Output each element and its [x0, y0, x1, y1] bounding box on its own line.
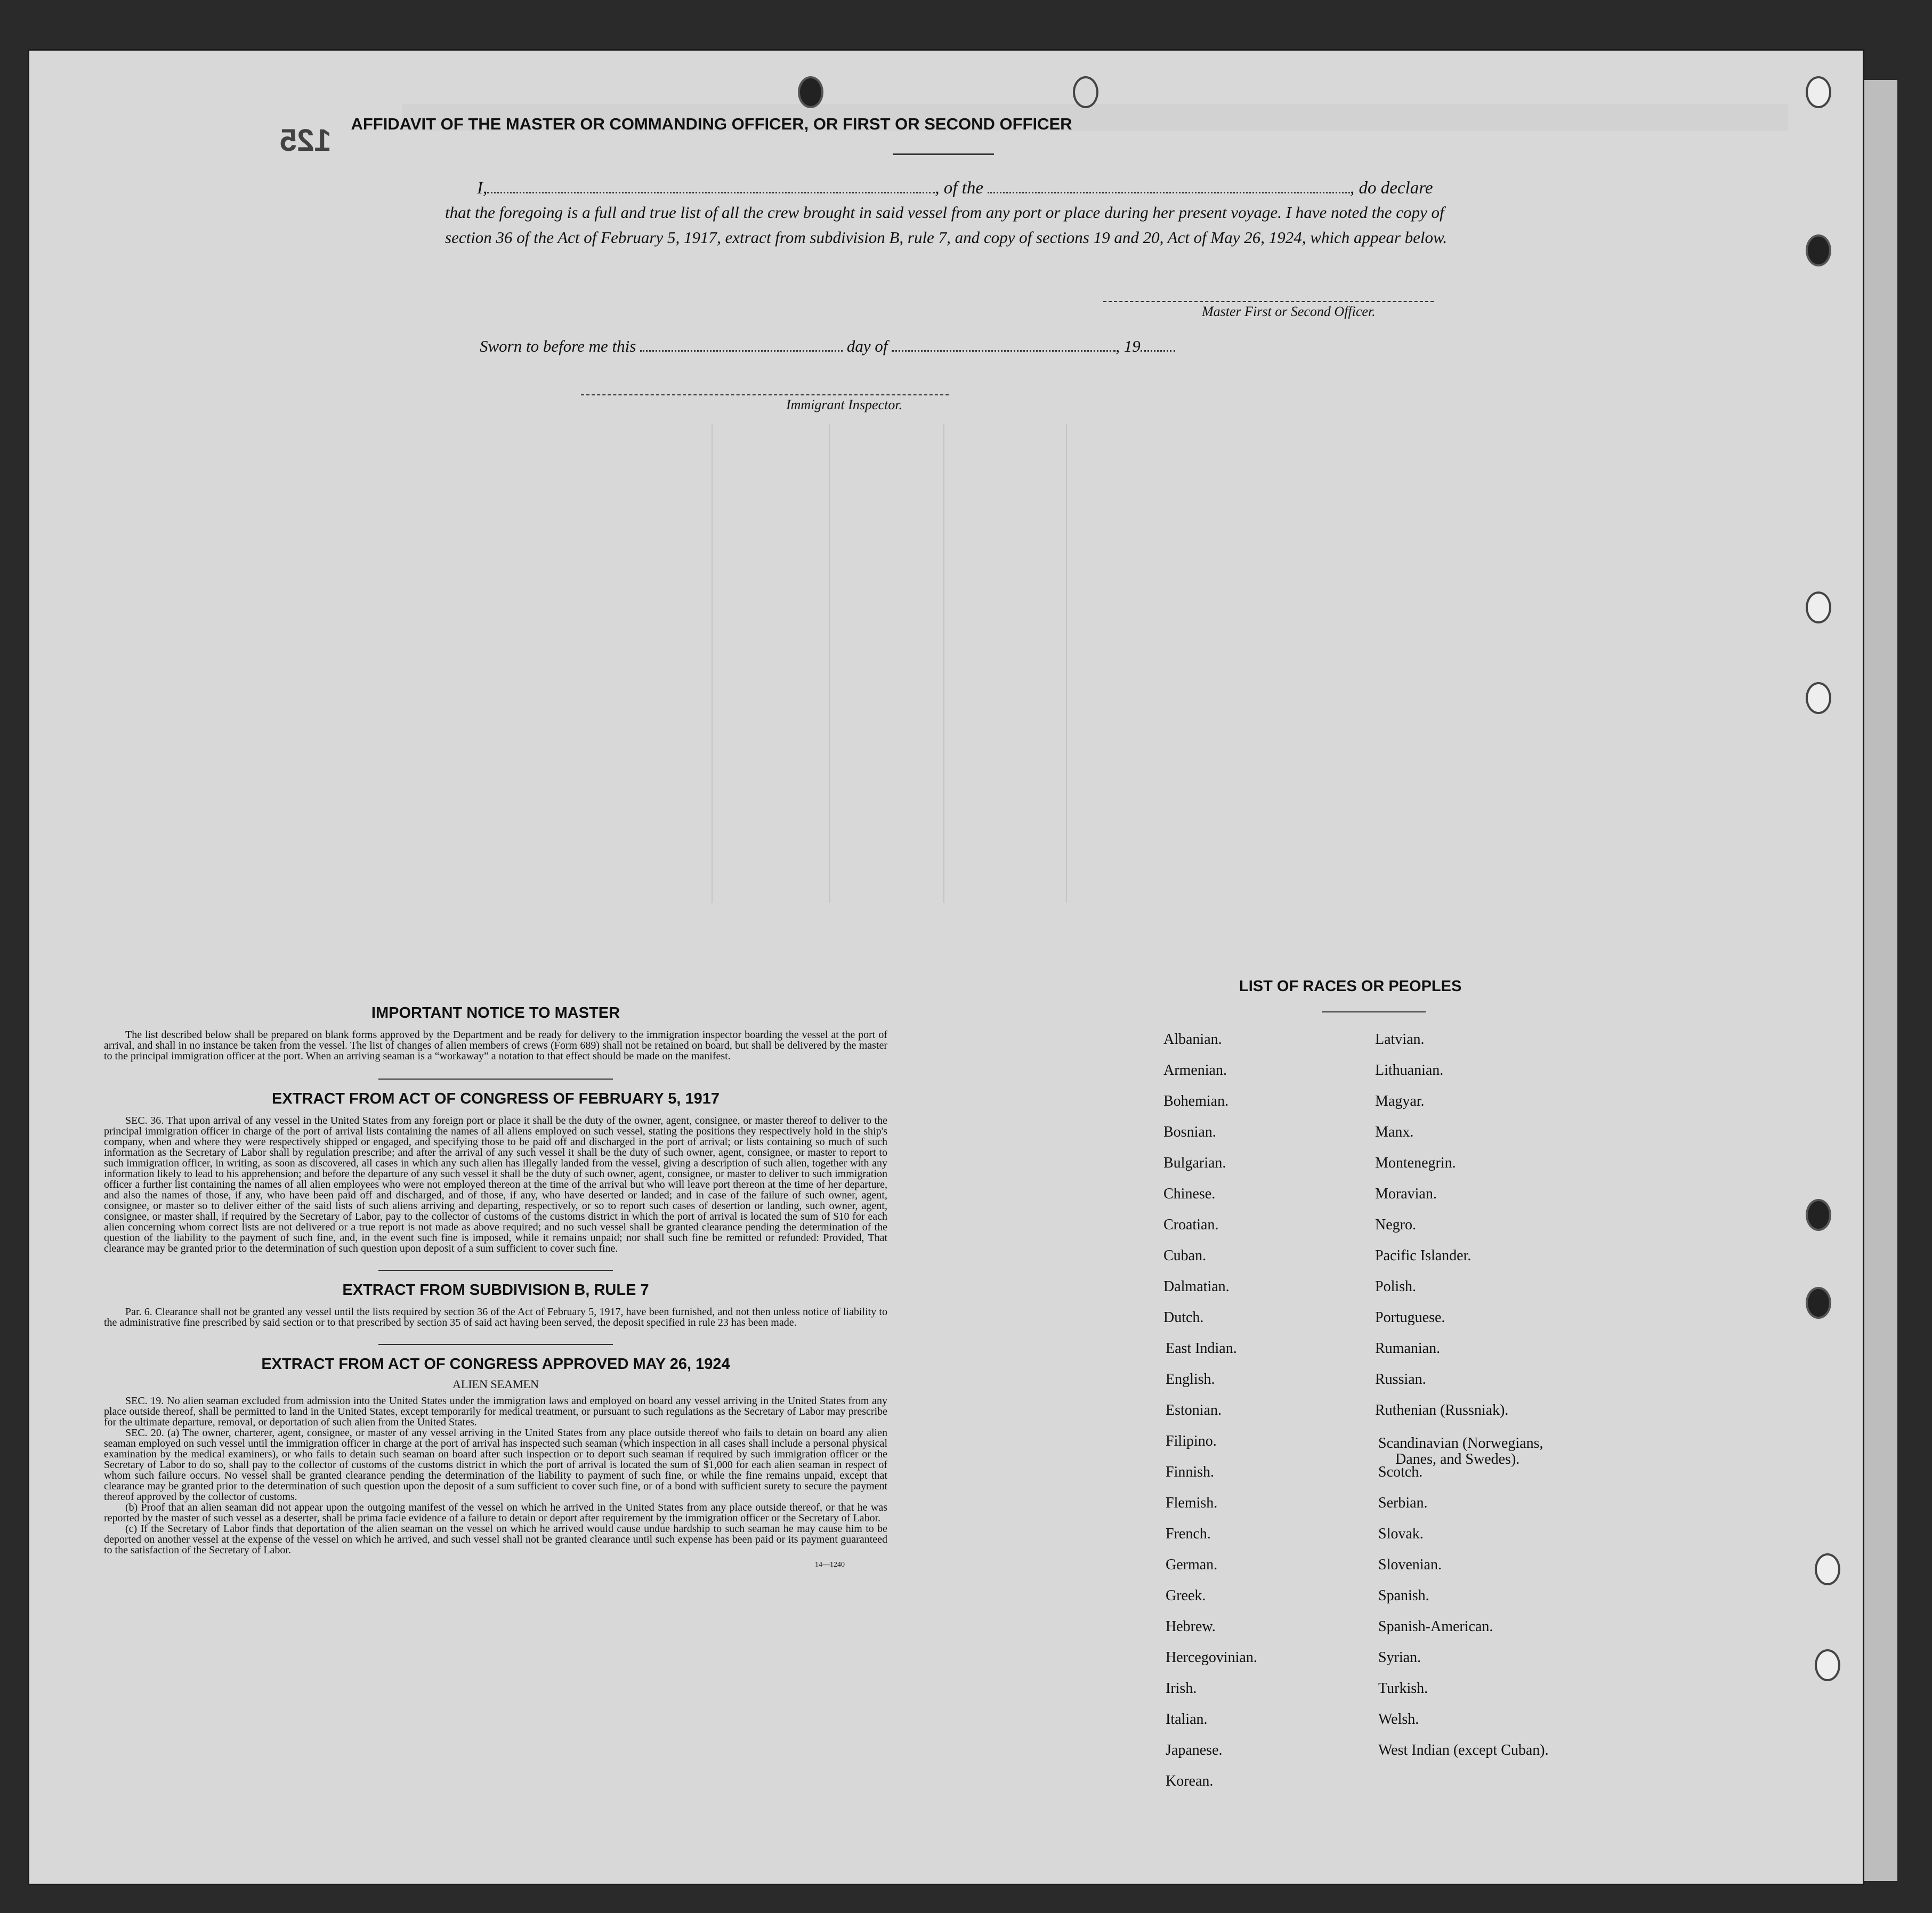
race-item: German. — [1166, 1557, 1218, 1573]
race-item: Irish. — [1166, 1680, 1197, 1697]
punch-hole — [1806, 234, 1831, 266]
race-item: Italian. — [1166, 1711, 1208, 1728]
punch-hole — [1806, 682, 1831, 714]
race-item: Moravian. — [1375, 1186, 1437, 1202]
affidavit-title: AFFIDAVIT OF THE MASTER OR COMMANDING OFFICER, OR FIRST OR SECOND OFFICER — [351, 115, 1072, 133]
race-item: Korean. — [1166, 1773, 1214, 1789]
punch-hole — [1073, 76, 1098, 108]
race-item: Dutch. — [1163, 1309, 1204, 1326]
sec-20c-paragraph: (c) If the Secretary of Labor finds that deportation of the alien seaman on the vessel on which he arrived would cause undue hardship to such seaman he may cause him to be deported on another vessel at the expense of the vessel on which he arrived, and such vessel shall not be granted clearance until such expense has been paid or its payment guaranteed to the satisfaction of the Secretary of Labor. — [104, 1523, 887, 1556]
sworn-year-blank[interactable] — [1141, 350, 1175, 352]
notice-title: IMPORTANT NOTICE TO MASTER — [371, 1004, 620, 1022]
race-item: Russian. — [1375, 1371, 1426, 1388]
vessel-blank[interactable] — [988, 192, 1350, 193]
race-item: Japanese. — [1166, 1742, 1223, 1758]
extract-1917-title: EXTRACT FROM ACT OF CONGRESS OF FEBRUARY 5, 1917 — [271, 1090, 720, 1107]
affidavit-line1 — [477, 179, 1490, 198]
race-item: Hercegovinian. — [1166, 1649, 1257, 1666]
extract-rule7-title: EXTRACT FROM SUBDIVISION B, RULE 7 — [342, 1282, 649, 1299]
race-item: Finnish. — [1166, 1464, 1215, 1480]
divider — [378, 1270, 613, 1271]
notice-paragraph: The list described below shall be prepared on blank forms approved by the Department and be ready for delivery to the immigration inspector boarding the vessel at the port of arrival, and shall in no instance be taken from the vessel. The list of changes of alien members of crews (Form 689) shall not be retained on board, but shall be delivered by the master to the principal immigration officer at the port. When an arriving seaman is a “workaway” a notation to that effect should be made on the manifest. — [104, 1029, 887, 1062]
sec-20a-paragraph: SEC. 20. (a) The owner, charterer, agent, consignee, or master of any vessel arriving in the United States from any place outside thereof who fails to detain on board any alien seaman employed on such vessel until the immigration officer in charge at the port of arrival has inspected such seaman (which inspection in all cases shall include a personal physical examination by the medical examiners), or who fails to detain such seaman on board after such inspection or to deport such seaman if required by such immigration officer or the Secretary of Labor to do so, shall pay to the collector of customs of the customs district in which the port of arrival is located the sum of $1,000 for each alien seaman in respect of whom such failure occurs. No vessel shall be granted clearance pending the determination of the liability to payment of such fine, or while the fine remains unpaid, except that clearance may be granted prior to the determination of such question upon the deposit of a sum sufficient to cover such fine, or of a bond with sufficient surety to secure the payment thereof approved by the collector of customs. — [104, 1427, 887, 1503]
race-item: Slovak. — [1378, 1526, 1424, 1542]
punch-hole — [1806, 1287, 1831, 1319]
inspector-label: Immigrant Inspector. — [786, 397, 903, 412]
form-number: 14—1240 — [815, 1561, 845, 1569]
punch-hole — [1815, 1649, 1840, 1681]
race-item: East Indian. — [1166, 1340, 1237, 1357]
race-item: Manx. — [1375, 1124, 1414, 1140]
race-item: West Indian (except Cuban). — [1378, 1742, 1549, 1758]
sec-36-paragraph: SEC. 36. That upon arrival of any vessel in the United States from any foreign port or place it shall be the duty of the owner, agent, consignee, or master thereof to deliver to the principal immigration officer in charge of the port of arrival lists containing the names of all aliens employed on such vessel, stating the positions they respectively hold in the ship's company, when and where they were respectively shipped or engaged, and specifying those to be paid off and discharged in the port of arrival; or lists containing so much of such information as the Secretary of Labor shall by regulation prescribe; and after the arrival of any such vessel it shall be the duty of such owner, agent, consignee, or master to report to such immigration officer, in writing, as soon as discovered, all cases in which any such alien has illegally landed from the vessel, giving a description of such alien, together with any information likely to lead to his apprehension; and before the departure of any such vessel it shall be the duty of such owner, agent, consignee, or master to deliver to such immigration officer a further list containing the names of all alien employees who were not employed thereon at the time of the arrival but who will leave port thereon at the time of her departure, and also the names of those, if any, who have been paid off and discharged, and of those, if any, who have deserted or landed; and in case of the failure of such owner, agent, consignee, or master so to deliver either of the said lists of such aliens arriving and departing, respectively, or so to report such cases of desertion or landing, such owner, agent, consignee, or master shall, if required by the Secretary of Labor, pay to the collector of customs of the customs district in which the port of arrival is located the sum of $10 for each alien concerning whom correct lists are not delivered or a true report is not made as above required; and no such vessel shall be granted clearance pending the determination of the question of the liability to the payment of such fine, and, in the event such fine is imposed, while it remains unpaid; nor shall such fine be remitted or refunded: Provided, That clearance may be granted prior to the determination of such question upon deposit of a sum sufficient to cover such fine. — [104, 1115, 887, 1254]
race-item: Negro. — [1375, 1217, 1416, 1233]
race-item: Dalmatian. — [1163, 1278, 1230, 1295]
divider — [378, 1344, 613, 1345]
race-item: Bohemian. — [1163, 1093, 1229, 1109]
race-item: Pacific Islander. — [1375, 1247, 1472, 1264]
sec-19-paragraph: SEC. 19. No alien seaman excluded from admission into the United States under the immigration laws and employed on board any vessel arriving in the United States from any place outside thereof, shall be permitted to land in the United States, except temporarily for medical treatment, or pursuant to such regulations as the Secretary of Labor may prescribe for the ultimate departure, removal, or deportation of such alien from the United States. — [104, 1395, 887, 1428]
race-item: Serbian. — [1378, 1495, 1428, 1511]
race-item: Magyar. — [1375, 1093, 1425, 1109]
divider — [378, 1079, 613, 1080]
race-item: Montenegrin. — [1375, 1155, 1456, 1171]
race-item: Croatian. — [1163, 1217, 1219, 1233]
par-6-paragraph: Par. 6. Clearance shall not be granted any vessel until the lists required by section 36 of the Act of February 5, 1917, have been furnished, and not then unless notice of liability to the administrative fine prescribed by said section or to that prescribed by section 35 of said act having been served, the deposit specified in rule 23 has been made. — [104, 1306, 887, 1328]
race-item: Polish. — [1375, 1278, 1417, 1295]
race-item: Portuguese. — [1375, 1309, 1445, 1326]
notice-text — [104, 1030, 887, 1061]
race-item: Lithuanian. — [1375, 1062, 1444, 1079]
sworn-day-blank[interactable] — [640, 350, 843, 352]
races-title: LIST OF RACES OR PEOPLES — [1239, 978, 1462, 995]
master-label: Master First or Second Officer. — [1202, 304, 1376, 319]
inspector-signature-line[interactable] — [581, 394, 949, 395]
sworn-line — [480, 337, 1175, 356]
race-item: Syrian. — [1378, 1649, 1421, 1666]
race-item: Scandinavian (Norwegians, — [1378, 1435, 1543, 1452]
bleed-line — [943, 424, 944, 903]
punch-hole — [1806, 591, 1831, 623]
title-underline — [893, 153, 994, 155]
race-item: Latvian. — [1375, 1031, 1425, 1048]
race-item: Estonian. — [1166, 1402, 1222, 1418]
extract-rule7-text — [104, 1307, 887, 1328]
master-signature-line[interactable] — [1103, 301, 1434, 302]
affidavit-of-the: , of the — [935, 179, 983, 198]
affidavit-declare: , do declare — [1349, 179, 1433, 198]
sworn-text: Sworn to before me this — [480, 337, 636, 355]
punch-hole — [1806, 76, 1831, 108]
page-number: 125 — [280, 123, 332, 158]
sworn-month-blank[interactable] — [892, 350, 1115, 352]
race-item: Bulgarian. — [1163, 1155, 1226, 1171]
sworn-day-of: day of — [846, 337, 888, 355]
punch-hole — [1806, 1199, 1831, 1231]
punch-hole — [1815, 1553, 1840, 1585]
alien-seamen-subtitle: ALIEN SEAMEN — [452, 1377, 539, 1391]
race-item: Cuban. — [1163, 1247, 1207, 1264]
race-item: Bosnian. — [1163, 1124, 1216, 1140]
name-blank[interactable] — [487, 192, 935, 193]
punch-hole — [798, 76, 823, 108]
race-item: Flemish. — [1166, 1495, 1218, 1511]
race-item: Welsh. — [1378, 1711, 1419, 1728]
race-item: Spanish. — [1378, 1587, 1429, 1604]
sworn-year: , 19 — [1115, 337, 1141, 355]
bleed-line — [712, 424, 713, 903]
race-item: Slovenian. — [1378, 1557, 1442, 1573]
bleed-line — [829, 424, 830, 903]
sec-20b-paragraph: (b) Proof that an alien seaman did not appear upon the outgoing manifest of the vessel on which he arrived in the United States from any place outside thereof, or that he was reported by the master of such vessel as a deserter, shall be prima facie evidence of a failure to detain or deport after requirement by the immigration officer or the Secretary of Labor. — [104, 1502, 887, 1524]
race-item: Chinese. — [1163, 1186, 1216, 1202]
document-page — [29, 51, 1863, 1884]
bleed-line — [1066, 424, 1067, 903]
race-item: Danes, and Swedes). — [1395, 1451, 1520, 1468]
race-item: Ruthenian (Russniak). — [1375, 1402, 1509, 1418]
race-item: Filipino. — [1166, 1433, 1217, 1449]
affidavit-i: I, — [477, 179, 488, 198]
extract-1924-text — [104, 1396, 887, 1555]
race-item: Rumanian. — [1375, 1340, 1441, 1357]
races-underline — [1322, 1011, 1426, 1012]
race-item: French. — [1166, 1526, 1211, 1542]
race-item: Turkish. — [1378, 1680, 1428, 1697]
race-item: Spanish-American. — [1378, 1618, 1493, 1635]
race-item: Greek. — [1166, 1587, 1206, 1604]
extract-1917-text — [104, 1115, 887, 1254]
race-item: Armenian. — [1163, 1062, 1227, 1079]
race-item: Hebrew. — [1166, 1618, 1216, 1635]
race-item: Scotch. — [1378, 1464, 1423, 1480]
left-column — [104, 1004, 887, 1569]
race-item: English. — [1166, 1371, 1215, 1388]
race-item: Albanian. — [1163, 1031, 1222, 1048]
affidavit-body: that the foregoing is a full and true list of all the crew brought in said vessel from any port or place during her present voyage. I have noted the copy of section 36 of the Act of February 5, 1917, extract from subdivision B, rule 7, and copy of sections 19 and 20, Act of May 26, 1924, which appear below. — [445, 203, 1448, 247]
extract-1924-title: EXTRACT FROM ACT OF CONGRESS APPROVED MAY 26, 1924 — [261, 1356, 730, 1373]
